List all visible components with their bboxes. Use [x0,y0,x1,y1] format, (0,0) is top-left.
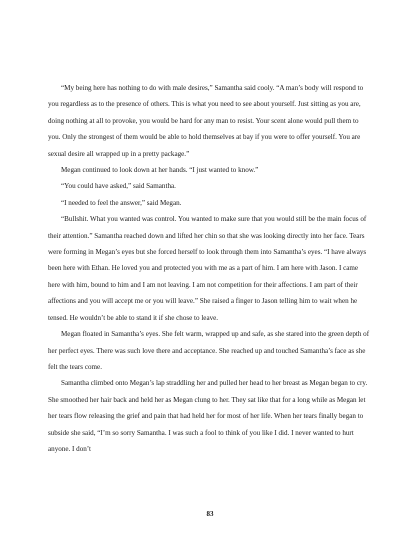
body-text [48,80,372,457]
paragraph: “I needed to feel the answer,” said Megan. [61,198,182,207]
paragraph: “My being here has nothing to do with male desires,” Samantha said cooly. “A man’s body will respond to you regardless as to the presence of others. This is what you need to see about yourself. Just sitting as you are, doing nothing at all to provoke, you would be hard for any man to resist. Your scent alone would pull them to you. Only the strongest of them would be able to hold themselves at bay if you were to offer yourself. You are sexual desire all wrapped up in a pretty package.” [48,84,364,158]
paragraph: Megan floated in Samantha’s eyes. She felt warm, wrapped up and safe, as she stared into the green depth of her perfect eyes. There was such love there and acceptance. She reached up and touched Samantha’s face as she felt the tears come. [48,330,370,371]
paragraph: “Bullshit. What you wanted was control. You wanted to make sure that you would still be the main focus of their attention.” Samantha reached down and lifted her chin so that she was looking directly into her face. Tears were forming in Megan’s eyes but she forced herself to look through them into Samantha’s eyes. “I have always been here with Ethan. He loved you and protected you with me as a part of him. I am here with Jason. I came here with him, bound to him and I am not leaving. I am not competition for their affections. I am part of their affections and you will accept me or you will leave.” She raised a finger to Jason telling him to wait when he tensed. He wouldn’t be able to stand it if she chose to leave. [48,215,367,322]
paragraph: Samantha climbed onto Megan’s lap straddling her and pulled her head to her breast as Megan began to cry. She smoothed her hair back and held her as Megan clung to her. They sat like that for a long while as Megan let her tears flow releasing the grief and pain that had held her for most of her life. When her tears finally began to subside she said, “I’m so sorry Samantha. I was such a fool to think of you like I did. I never wanted to hurt anyone. I don’t [48,379,368,453]
paragraph: “You could have asked,” said Samantha. [61,182,176,191]
paragraph: Megan continued to look down at her hands. “I just wanted to know.” [61,166,259,175]
page-number: 83 [206,510,214,518]
